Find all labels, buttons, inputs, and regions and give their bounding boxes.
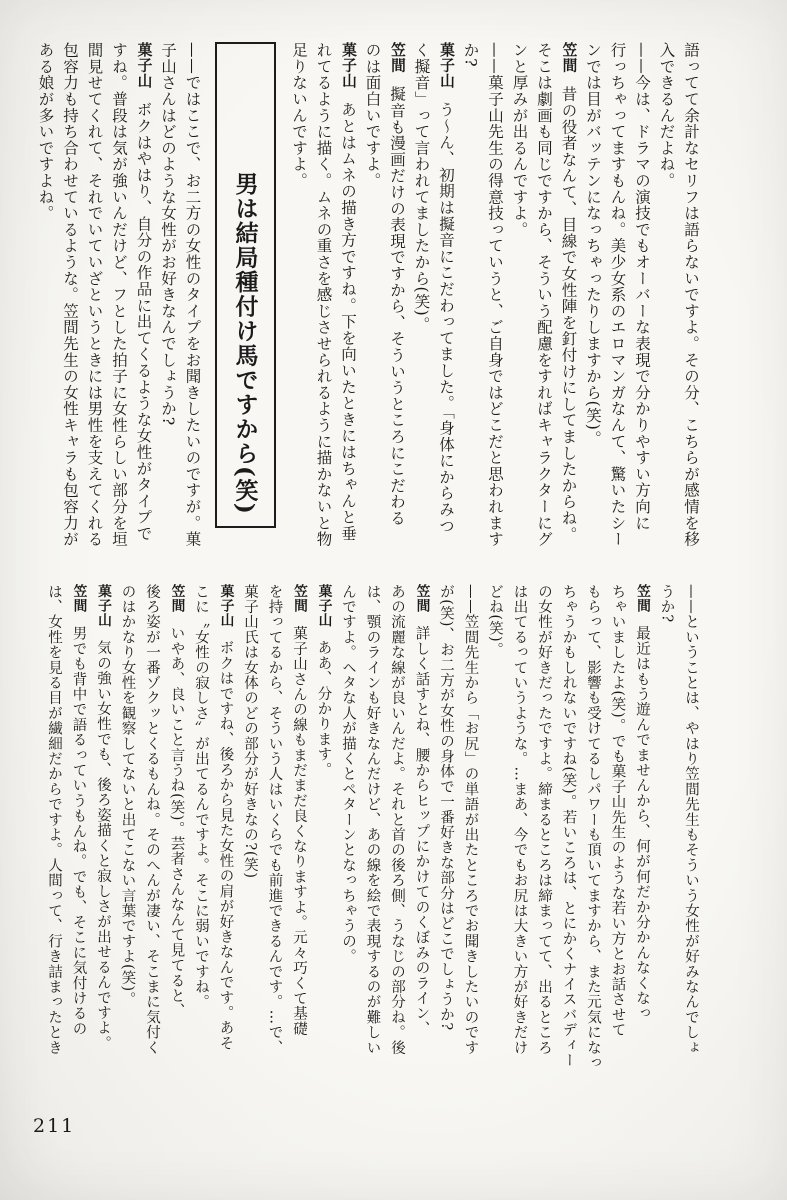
text-column	[554, 584, 579, 1082]
text-column	[56, 42, 81, 560]
text-column	[358, 584, 383, 1082]
text-column	[456, 42, 481, 560]
text-column	[383, 584, 408, 1082]
column-text: の女性が好きだったですよ。締まるところは締まってて、出るところ	[536, 584, 552, 1056]
text-column	[260, 584, 285, 1082]
page-number: 211	[33, 1115, 76, 1137]
text-column	[138, 584, 163, 1082]
text-column	[677, 42, 702, 560]
column-text: 間見せてくれて、それでいていざというときには男性を支えてくれる	[85, 42, 104, 548]
column-text: ——ではここで、お二方の女性のタイプをお聞きしたいのですが。菓	[183, 42, 202, 548]
text-column	[40, 584, 65, 1082]
speaker-label: 菓子山	[438, 42, 455, 89]
column-text: か?	[461, 42, 480, 68]
text-column	[105, 42, 130, 560]
text-column	[628, 42, 653, 560]
text-column	[358, 42, 383, 560]
text-column	[579, 42, 604, 560]
headline-text: 男は結局種付け馬ですから(笑)	[231, 172, 259, 516]
text-column	[481, 584, 506, 1082]
column-text: 語ってて余計なセリフは語らないですよ。その分、こちらが感情を移	[682, 42, 700, 548]
text-column	[383, 42, 408, 560]
speaker-label: 笠間	[389, 42, 406, 74]
text-column	[505, 584, 530, 1082]
column-text: ンと厚みが出るんですよ。	[510, 42, 529, 238]
speaker-label: 笠間	[560, 42, 578, 74]
column-text: 菓子山氏は女体のどの部分が好きなの?(笑)	[242, 584, 258, 879]
text-column	[285, 42, 310, 560]
column-text: うか?	[658, 584, 675, 623]
column-text: ボクはですね、後ろから見た女性の肩が好きなんです。あそ	[217, 640, 234, 1051]
text-column	[456, 584, 481, 1082]
column-text: 気の強い女性でも、後ろ姿描くと寂しさが出せるんですよ。	[95, 640, 111, 1051]
column-text: ちゃうかもしれないですね(笑)。若いころは、とにかくナイスバディー	[560, 584, 577, 1068]
text-column	[579, 584, 604, 1082]
column-text: ンでは目がバッテンになっちゃったりしますから(笑)。	[584, 42, 602, 447]
headline-box	[215, 42, 276, 528]
column-text: う〜ん、初期は擬音にこだわってました。「身体にからみつ	[437, 101, 455, 534]
text-column	[285, 584, 310, 1082]
speaker-label: 菓子山	[135, 42, 153, 89]
text-column	[505, 42, 530, 560]
text-column	[432, 584, 457, 1082]
column-text: んですよ。ヘタな人が描くとペターンとなっちゃうの。	[340, 584, 356, 964]
column-text: のは面白いですよ。	[363, 42, 382, 189]
column-text: 子山さんはどのような女性がお好きなんでしょうか?	[159, 42, 177, 427]
text-column	[80, 42, 105, 560]
text-column	[603, 42, 628, 560]
column-text: すね。普段は気が強いんだけど、フとした拍子に女性らしい部分を垣	[110, 42, 128, 548]
text-column	[236, 584, 261, 1082]
column-text: が(笑)、お二方が女性の身体で一番好きな部分はどこでしょうか?	[438, 584, 454, 1031]
top-text-block	[31, 42, 701, 560]
text-column	[64, 584, 89, 1082]
text-column	[162, 584, 187, 1082]
column-text: どね(笑)。	[487, 584, 503, 658]
text-column	[113, 584, 138, 1082]
column-text: ——今は、ドラマの演技でもオーバーな表現で分かりやすい方向に	[633, 42, 651, 531]
column-text: 後ろ姿が一番ゾクッとくるもんね。そのへんが凄い、そこまに気付く	[144, 584, 160, 1056]
column-text: 菓子山さんの線もまだまだ良くなりますよ。元々巧くて基礎	[291, 625, 307, 1037]
text-column	[334, 42, 359, 560]
column-text: 最近はもう遊んでませんから、何が何だか分かんなくなっ	[634, 625, 650, 1022]
column-text: もらって、影響も受けてるしパワーも頂いてますから、また元気になっ	[585, 584, 601, 1071]
text-column	[407, 584, 432, 1082]
column-text: 入できるんだよね。	[657, 42, 676, 189]
column-text: を持ってるから、そういう人はいくらでも前進できるんです。…で、	[266, 584, 283, 1056]
column-text: ——菓子山先生の得意技っていうと、ご自身ではどこだと思われます	[486, 42, 504, 548]
speaker-label: 笠間	[413, 584, 430, 613]
speaker-label: 菓子山	[217, 584, 234, 628]
column-text: 昔の役者なんて、目線で女性陣を釘付けにしてましたからね。	[559, 86, 578, 543]
text-column	[129, 42, 154, 560]
text-column	[628, 584, 653, 1082]
speaker-label: 笠間	[168, 584, 185, 613]
column-text: ちゃいましたよ(笑)。でも菓子山先生のような若い方とお話させて	[609, 584, 626, 1038]
column-text: 男でも背中で語るっていうもんね。でも、そこに気付けるの	[70, 625, 87, 1037]
speaker-label: 菓子山	[95, 584, 111, 628]
column-text: 行っちゃってますもんね。美少女系のエロマンガなんて、驚いたシー	[608, 42, 627, 548]
text-column	[481, 42, 506, 560]
column-text: は、顎のラインも好きなんだけど、あの線を絵で表現するのが難しい	[364, 584, 381, 1056]
column-text: 詳しく話すとね、腰からヒップにかけてのくぼみのライン、	[413, 625, 430, 1037]
column-text: 擬音も漫画だけの表現ですから、そういうところにこだわる	[388, 86, 406, 527]
text-column	[530, 584, 555, 1082]
speaker-label: 笠間	[70, 584, 87, 613]
text-column	[187, 584, 212, 1082]
text-column	[652, 584, 677, 1082]
text-column	[554, 42, 579, 560]
text-column	[334, 584, 359, 1082]
speaker-label: 笠間	[291, 584, 307, 613]
text-column	[652, 42, 677, 560]
column-text: ああ、分かります。	[315, 640, 332, 778]
column-text: あとはムネの描き方ですね。下を向いたときにはちゃんと垂	[339, 101, 357, 542]
column-text: こに〝女性の寂しさ〟が出てるんですよ。そこに弱いですね。	[193, 584, 209, 1010]
column-text: ——ということは、やはり笠間先生もそういう女性が好みなんでしょ	[683, 584, 699, 1056]
text-column	[154, 42, 179, 560]
text-column	[211, 584, 236, 1082]
speaker-label: 菓子山	[315, 584, 332, 628]
column-text: ある娘が多いですよね。	[36, 42, 55, 222]
text-column	[407, 42, 432, 560]
speaker-label: 菓子山	[340, 42, 357, 89]
text-column	[31, 42, 56, 560]
text-column	[603, 584, 628, 1082]
column-text: 包容力も持ち合わせているような。笠間先生の女性キャラも包容力が	[61, 42, 79, 548]
column-text: あの流麗な線が良いんだよ。それと首の後ろ側、うなじの部分ね。後	[389, 584, 405, 1056]
text-column	[309, 42, 334, 560]
text-column	[89, 584, 114, 1082]
text-column	[178, 42, 203, 560]
column-text: く擬音」って言われてましたから(笑)。	[412, 42, 431, 333]
column-text: ボクはやはり、自分の作品に出てくるような女性がタイプで	[134, 101, 153, 542]
column-text: は、女性を見る目が繊細だからですよ。人間って、行き詰まったとき	[46, 584, 62, 1056]
column-text: れてるように描く。ムネの重さを感じさせられるように描かないと物	[314, 42, 333, 548]
text-column	[530, 42, 555, 560]
column-text: のはかなり女性を観察してないと出てこない言葉ですよ(笑)。	[119, 584, 136, 1008]
column-text: は出てるっていうような。…まあ、今でもお尻は大きい方が好きだけ	[511, 584, 528, 1056]
column-text: ——笠間先生から「お尻」の単語が出たところでお聞きしたいのです	[462, 584, 479, 1056]
column-text: いやあ、良いこと言うね(笑)。芸者さんなんて見てると、	[168, 625, 185, 1019]
bottom-text-block	[40, 584, 702, 1082]
speaker-label: 笠間	[634, 584, 650, 613]
text-column	[309, 584, 334, 1082]
text-column	[677, 584, 702, 1082]
column-text: そこは劇画も同じですから、そういう配慮をすればキャラクターにグ	[535, 42, 553, 548]
text-column	[432, 42, 457, 560]
column-text: 足りないんですよ。	[290, 42, 308, 189]
